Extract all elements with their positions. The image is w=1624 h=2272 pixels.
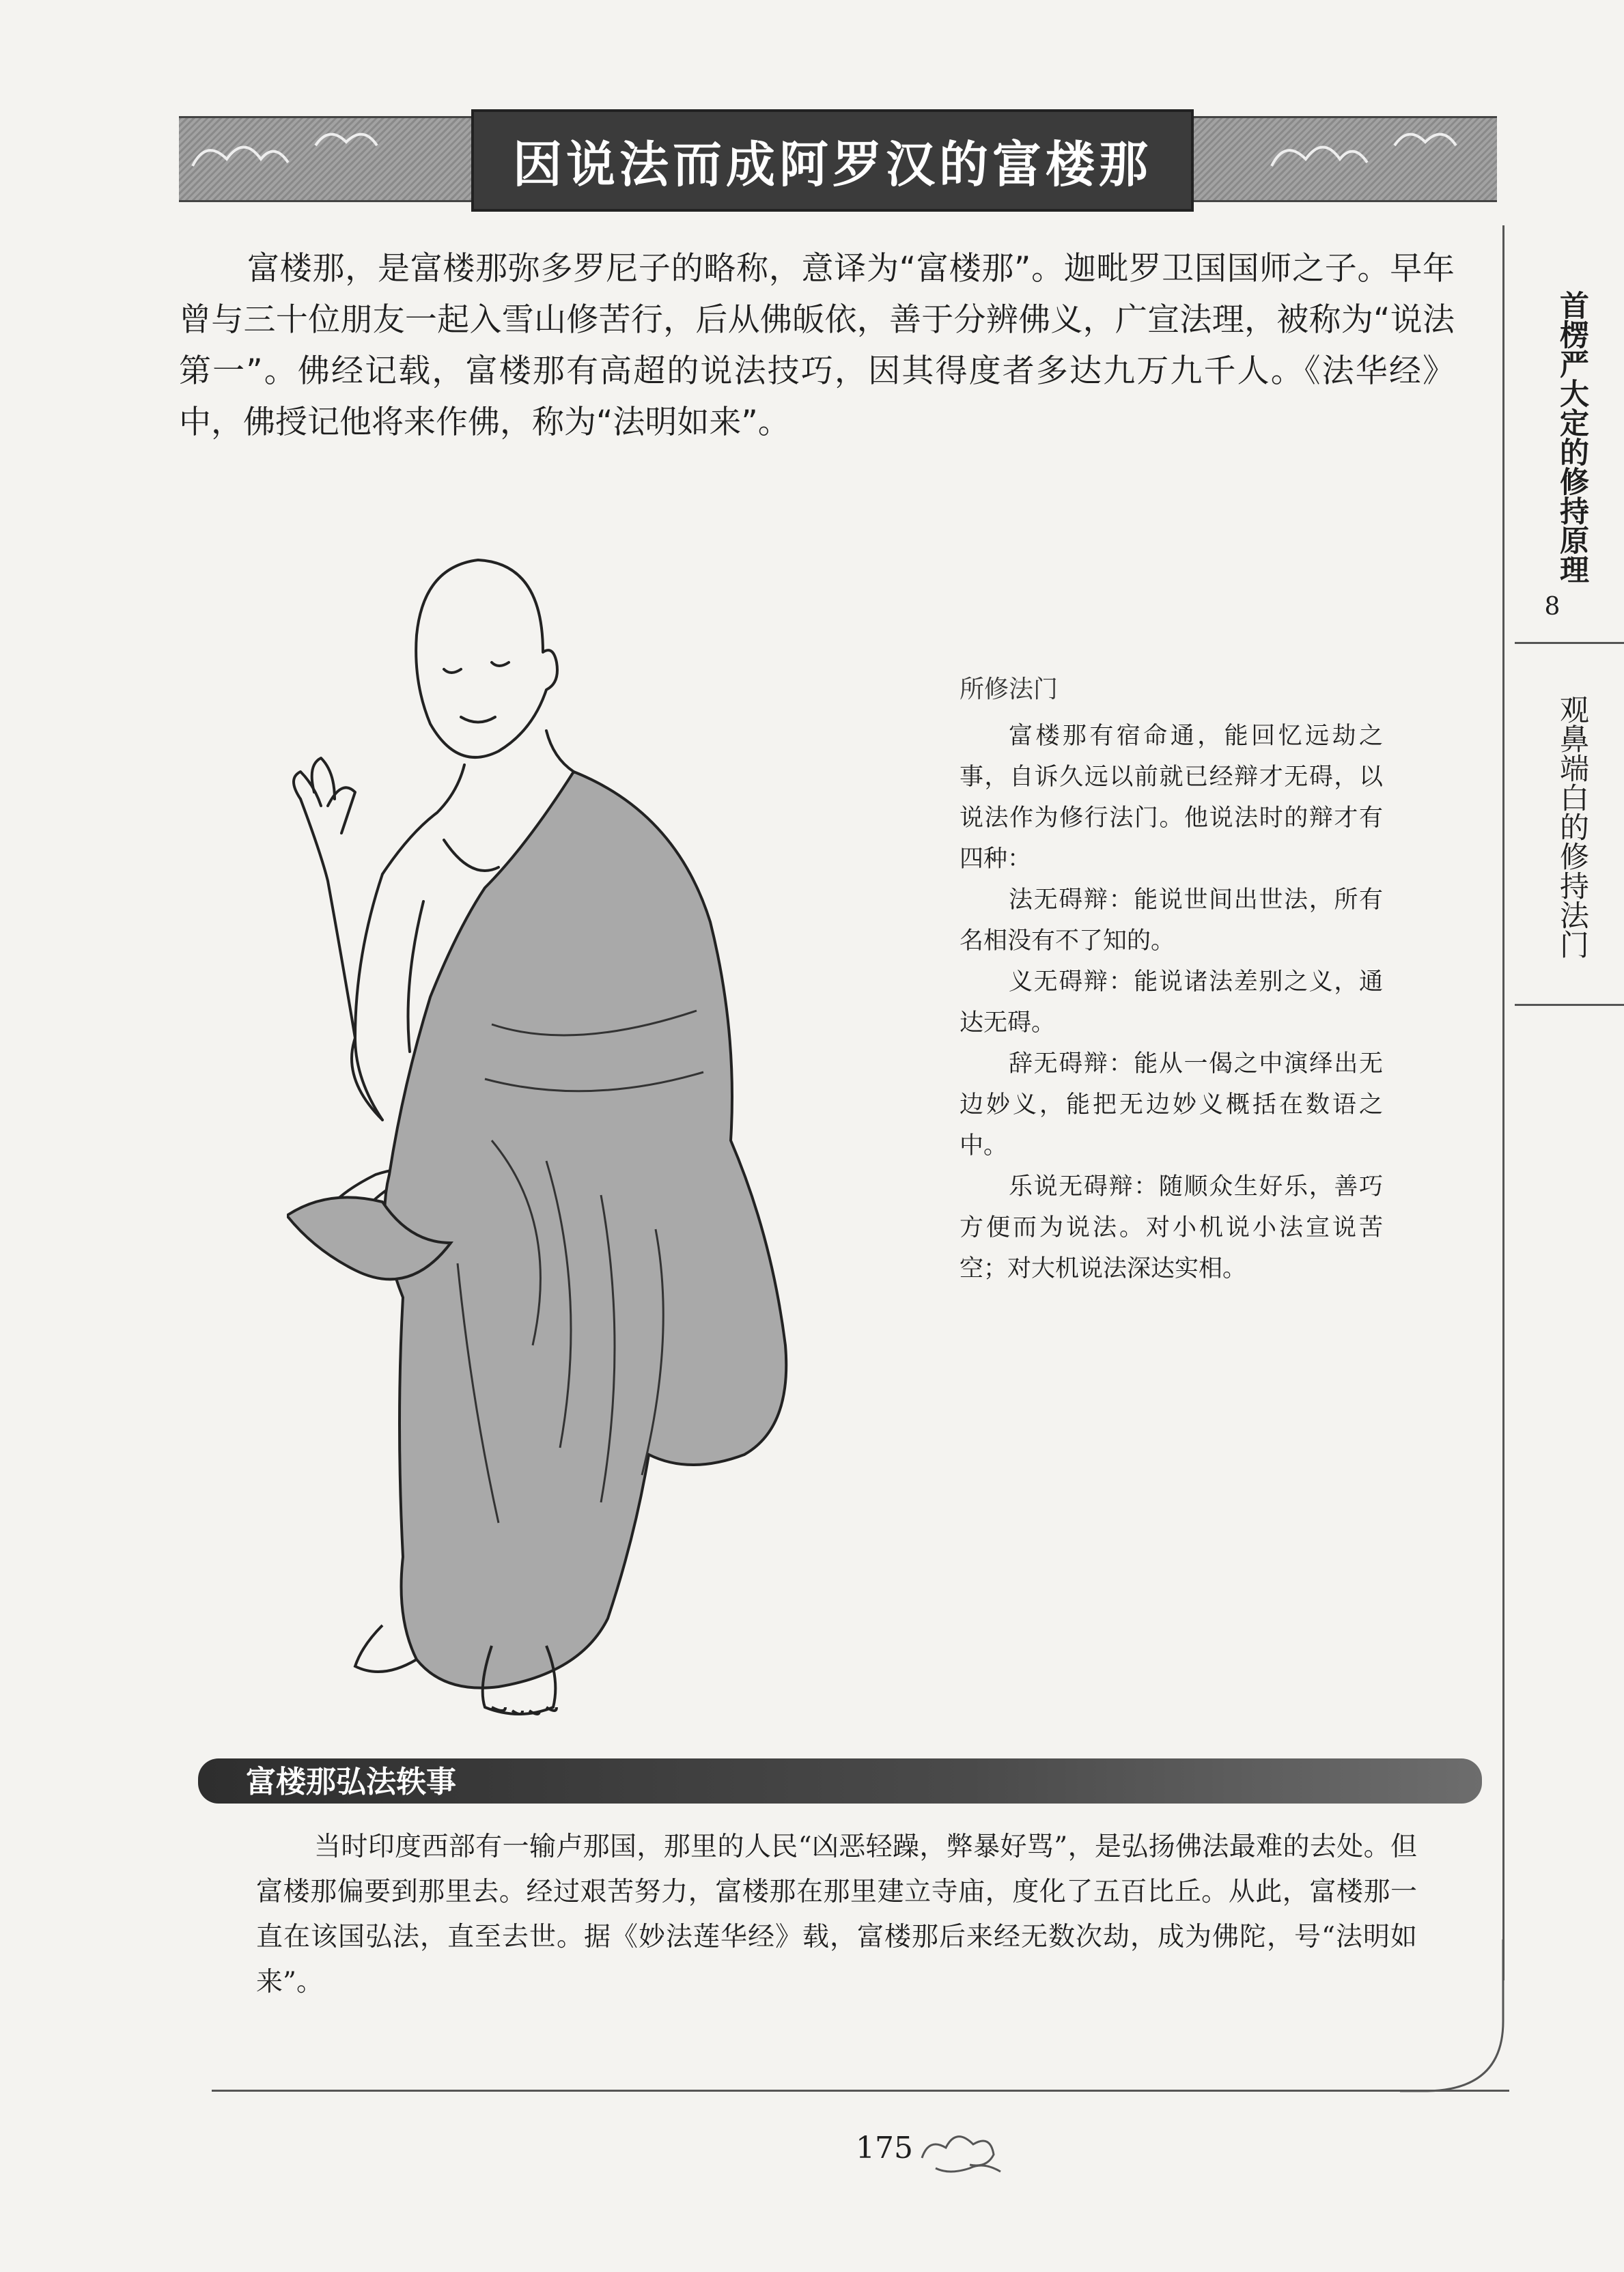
tab-divider: [1515, 1004, 1624, 1006]
chapter-number: 8: [1544, 593, 1560, 621]
page-title: 因说法而成阿罗汉的富楼那: [471, 109, 1194, 212]
monk-illustration: [287, 546, 942, 1741]
tab-divider: [1515, 642, 1624, 644]
list-item: [960, 1166, 1383, 1289]
anecdote-paragraph: 当时印度西部有一输卢那国，那里的人民“凶恶轻躁，弊暴好骂”，是弘扬佛法最难的去处。但富楼那偏要到那里去。经过艰苦努力，富楼那在那里建立寺庙，度化了五百比丘。从此，富楼那一直在该国弘法，直至去世。据《妙法莲华经》载，富楼那后来经无数次劫，成为佛陀，号“法明如来”。: [256, 1832, 1417, 1997]
term-text: ：随顺众生好乐，善巧方便而为说法。对小机说小法宣说苦空；对大机说法深达实相。: [960, 1173, 1383, 1282]
list-item: [960, 962, 1383, 1043]
page-number: 175: [856, 2131, 913, 2165]
intro-paragraph: 富楼那，是富楼那弥多罗尼子的略称，意译为“富楼那”。迦毗罗卫国国师之子。早年曾与三十位朋友一起入雪山修苦行，后从佛皈依，善于分辨佛义，广宣法理，被称为“说法第一”。佛经记载，富楼那有高超的说法技巧，因其得度者多达九万九千人。《法华经》中，佛授记他将来作佛，称为“法明如来”。: [179, 250, 1455, 441]
rail-divider: [1502, 225, 1504, 1980]
bottom-rule: [212, 2090, 1509, 2092]
term-text: ：能说世间出世法，所有名相没有不了知的。: [960, 886, 1383, 955]
section-title: 富楼那弘法轶事: [246, 1765, 456, 1799]
term-label: 乐说无碍辩: [1009, 1173, 1134, 1201]
term-label: 辞无碍辩: [1009, 1050, 1109, 1078]
side-note: [960, 669, 1383, 1289]
term-text: ：能说诸法差别之义，通达无碍。: [960, 968, 1383, 1037]
term-label: 法无碍辩: [1009, 886, 1109, 914]
term-label: 义无碍辩: [1009, 968, 1109, 996]
list-item: [960, 1043, 1383, 1166]
list-item: [960, 880, 1383, 962]
side-note-heading: 所修法门: [960, 675, 1059, 703]
chapter-tab-current[interactable]: 首楞严大定的修持原理: [1555, 290, 1589, 584]
side-note-intro: 富楼那有宿命通，能回忆远劫之事，自诉久远以前就已经辩才无碍，以说法作为修行法门。他说法时的辩才有四种：: [960, 723, 1383, 873]
term-text: ：能从一偈之中演绎出无边妙义，能把无边妙义概括在数语之中。: [960, 1050, 1383, 1160]
cloud-ornament-icon: [915, 2117, 1011, 2178]
chapter-tab-next[interactable]: 观鼻端白的修持法门: [1555, 694, 1589, 959]
